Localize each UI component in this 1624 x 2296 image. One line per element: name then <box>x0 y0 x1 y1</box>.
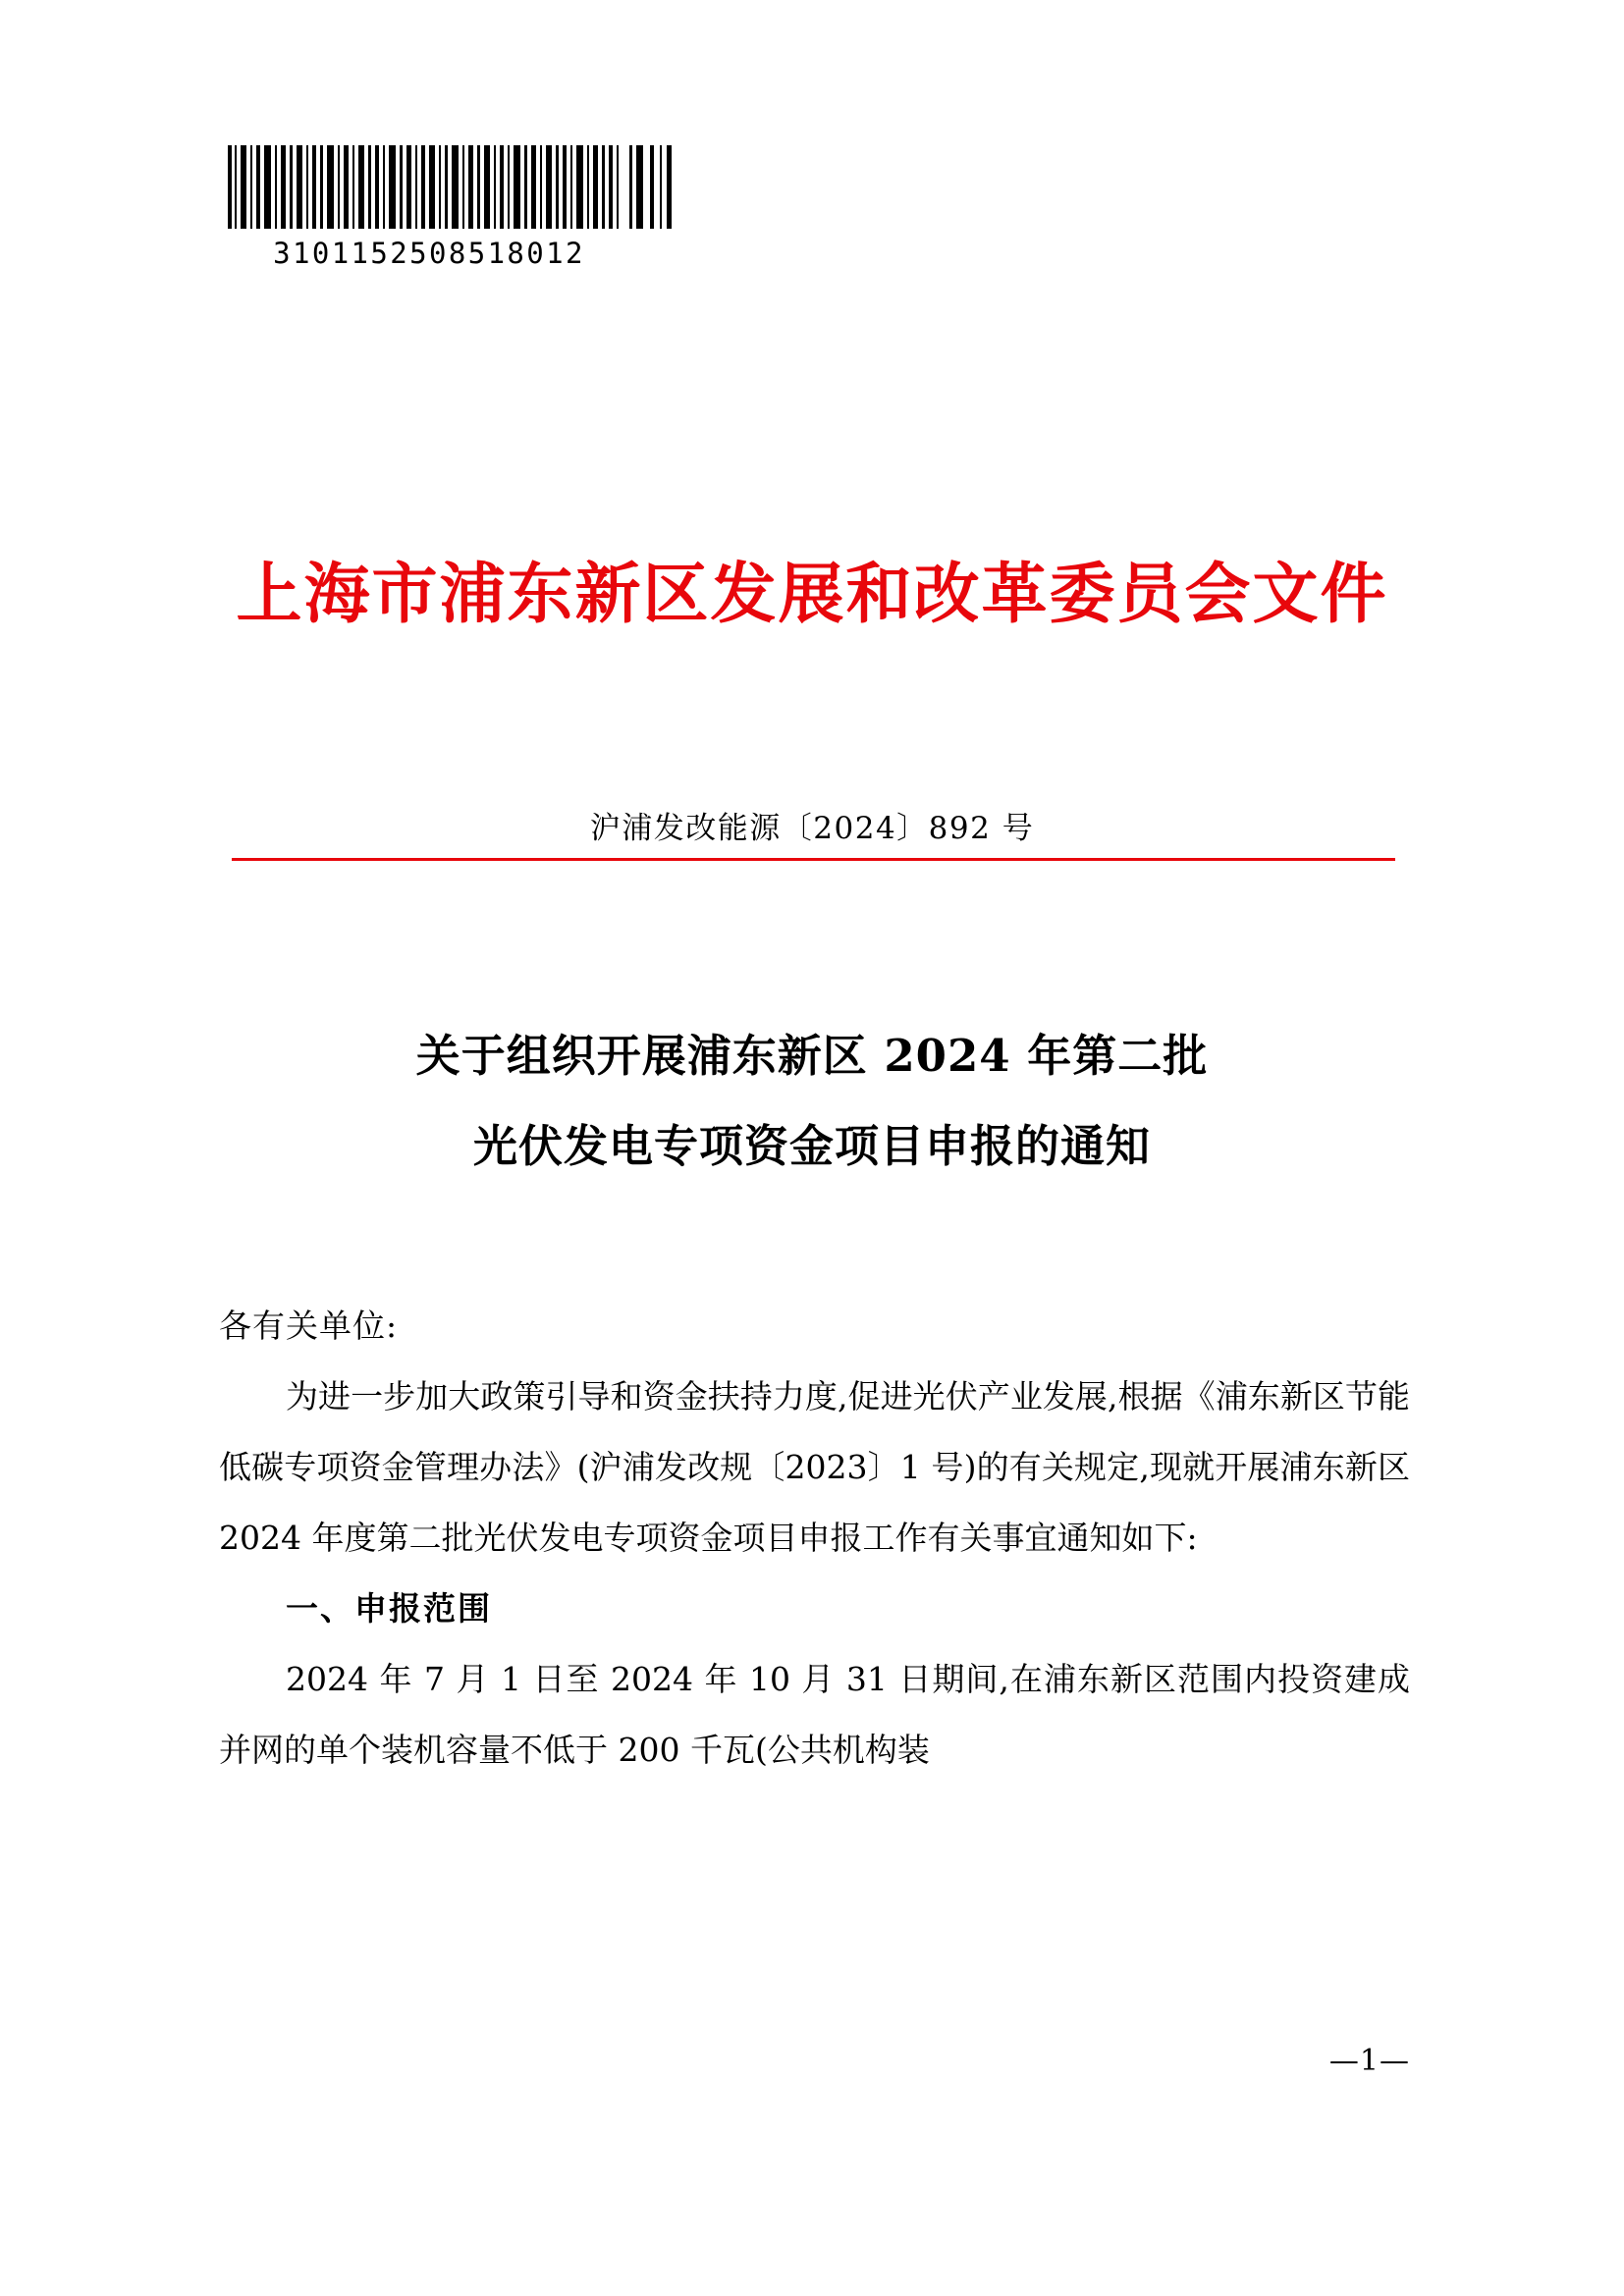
document-number: 沪浦发改能源〔2024〕892 号 <box>589 811 1035 846</box>
barcode-block <box>228 145 681 270</box>
document-body <box>219 1291 1410 1786</box>
section-heading-1: 一、申报范围 <box>286 1589 492 1628</box>
masthead-title: 上海市浦东新区发展和改革委员会文件 <box>236 555 1388 632</box>
page-title-line-2: 光伏发电专项资金项目申报的通知 <box>472 1120 1151 1172</box>
barcode-number: 3101152508518012 <box>273 237 585 270</box>
page-title <box>0 1011 1624 1192</box>
salutation: 各有关单位: <box>219 1307 399 1345</box>
section-paragraph-1: 2024 年 7 月 1 日至 2024 年 10 月 31 日期间,在浦东新区范围内投资建成并网的单个装机容量不低于 200 千瓦(公共机构装 <box>219 1660 1410 1769</box>
barcode-icon <box>228 145 675 229</box>
page-number: —1— <box>1328 2044 1410 2078</box>
page-title-line-1: 关于组织开展浦东新区 2024 年第二批 <box>415 1030 1209 1082</box>
red-divider-rule <box>232 858 1395 861</box>
body-paragraph-1: 为进一步加大政策引导和资金扶持力度,促进光伏产业发展,根据《浦东新区节能低碳专项资金管理办法》(沪浦发改规〔2023〕1 号)的有关规定,现就开展浦东新区 2024 年度第二批光伏发电专项资金项目申报工作有关事宜通知如下: <box>219 1377 1410 1557</box>
